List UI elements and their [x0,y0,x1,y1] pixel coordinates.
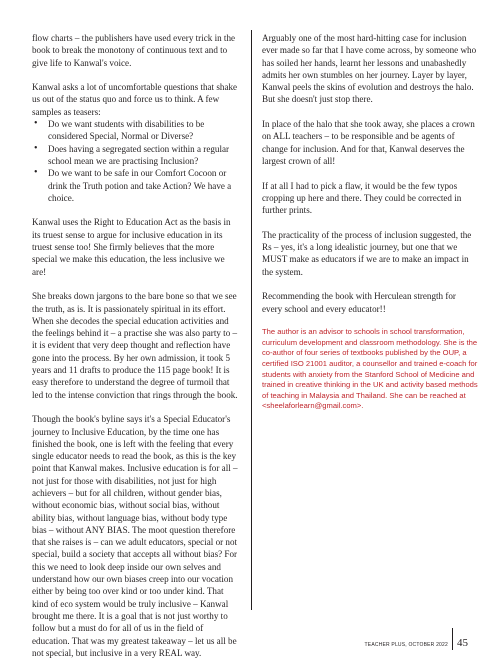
paragraph: Kanwal asks a lot of uncomfortable questions that shake us out of the status quo and force us to think. A few samples as teasers: [32,82,238,117]
article-right-column [262,32,478,424]
question-list [32,118,240,204]
list-item: • Does having a segregated section within a regular school mean we are practising Inclusion? [32,143,240,168]
paragraph: In place of the halo that she took away, she places a crown on ALL teachers – to be responsible and be agents of change for inclusion. And for that, Kanwal deserves the largest crown of all! [262,119,475,166]
list-item: • Do we want students with disabilities to be considered Special, Normal or Diverse? [32,118,240,143]
author-bio: The author is an advisor to schools in school transformation, curriculum development and classroom methodology. She is the co-author of four series of textbooks published by the OUP, a certified ISO 21001 auditor, a counsellor and trained e-coach for students with anxiety from the Stanford School of Medicine and trained in creative thinking in the UK and activity based methods of teaching in Malaysia and Thailand. She can be reached at <sheelaforlearn@gmail.com>. [262,327,478,411]
paragraph: Recommending the book with Herculean strength for every school and every educator!! [262,291,456,314]
column-divider [251,30,252,610]
page-number: 45 [457,637,468,649]
page-footer [365,628,468,650]
paragraph: Kanwal uses the Right to Education Act as the basis in its truest sense to argue for inclusive education in its truest sense too! She firmly believes that the more special we make this education, the less inclusive we are! [32,217,231,277]
paragraph: flow charts – the publishers have used every trick in the book to break the monotony of continuous text and to give life to Kanwal's voice. [32,33,236,68]
paragraph: The practicality of the process of inclusion suggested, the Rs – yes, it's a long idealistic journey, but one that we MUST make as educators if we are to make an impact in the system. [262,229,472,277]
paragraph: She breaks down jargons to the bare bone so that we see the truth, as is. It is passionately spiritual in its effort. When she decodes the special education activities and the feelings behind it – a practise she was also party to – it is evident that very deep thought and reflection have gone into the process. By her own admission, it took 5 years and 11 drafts to produce the 115 page book! It is easy therefore to understand the degree of turmoil that led to the intense conviction that rings through the book. [32,291,238,400]
list-item: • Do we want to be safe in our Comfort Cocoon or drink the Truth potion and take Action? We have a choice. [32,167,240,204]
paragraph: If at all I had to pick a flaw, it would be the few typos cropping up here and there. They could be corrected in further prints. [262,180,462,216]
paragraph: Though the book's byline says it's a Special Educator's journey to Inclusive Education, by the time one has finished the book, one is left with the feeling that every single educator needs to read the book, as this is the key point that Kanwal makes. Inclusive education is for all – not just for those with disabilities, not just for high achievers – but for all children, without gender bias, without economic bias, without social bias, without ability bias, without language bias, without body type bias – without ANY BIAS. The moot question therefore that she raises is – can we adult educators, special or not special, build a society that accepts all without bias? For this we need to look deep inside our own selves and understand how our own biases creep into our vocation either by being too over kind or too under kind. That kind of eco system would be truly inclusive – Kanwal brought me there. It is a goal that is not just worthy to follow but a must do for all of us in the field of education. That was my greatest takeaway – let us all be not special, but inclusive in a very REAL way. [32,414,238,658]
footer-divider [452,628,453,650]
paragraph: Arguably one of the most hard-hitting case for inclusion ever made so far that I have come across, by someone who has soiled her hands, learnt her lessons and unabashedly admits her own stumbles on her journey. Layer by layer, Kanwal peels the skins of evolution and destroys the halo. But she doesn't just stop there. [262,33,477,105]
publication-name: TEACHER PLUS, OCTOBER 2022 [364,642,448,648]
article-left-column [32,32,240,661]
